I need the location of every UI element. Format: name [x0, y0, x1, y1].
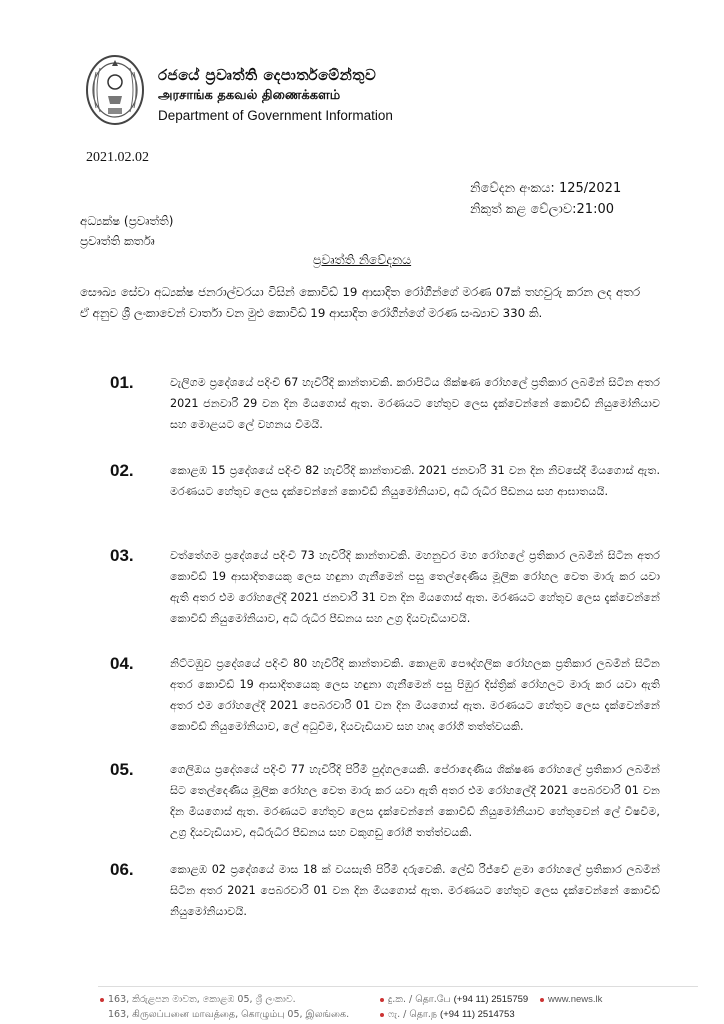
release-date: 2021.02.02 — [86, 150, 149, 165]
bullet-icon — [100, 998, 104, 1002]
item-text: කොළඹ 02 ප්‍රදේශයේ මාස 18 ක් වයසැති පිරිමි දරුවෙකි. ලේඩි රිජ්වේ ළමා රෝහලේ ප්‍රතිකාර ලබමින් සිටින අතර 2021 පෙබරවාරි 01 වන දින මියගොස් ඇත. මරණයට හේතුව ලෙස දැක්වෙන්නේ කොවිඩ් නියුමෝනියාවයි. — [170, 863, 660, 918]
phone-label: දු.ක. / தொ.பே — [388, 994, 451, 1005]
item-text: කොළඹ 15 ප්‍රදේශයේ පදිංචි 82 හැවිරිදි කාන්තාවකි. 2021 ජනවාරි 31 වන දින නිවසේදී මියගොස් ඇත. මරණයට හේතුව ලෙස දැක්වෙන්නේ කොවිඩ් නියුමෝනියාව, අධි රුධිර පීඩනය සහ ආඝාතයයි. — [170, 464, 660, 498]
item-text: වත්තේගම ප්‍රදේශයේ පදිංචි 73 හැවිරිදි කාන්තාවකි. මහනුවර මහ රෝහලේ ප්‍රතිකාර ලබමින් සිටින අතර කොවිඩ් 19 ආසාදිතයෙකු ලෙස හඳුනා ගැනීමෙන් පසු තෙල්දෙණිය මූලික රෝහල වෙත මාරු කර යවා ඇති අතර එම රෝහලේදී 2021 ජනවාරි 31 වන දින මියගොස් ඇත. මරණයට හේතුව ලෙස දැක්වෙන්නේ කොවිඩ් නියුමෝනියාව, අධි රුධිර පීඩනය සහ උග්‍ර දියවැඩියාවයි. — [170, 549, 660, 625]
addressee-editor: ප්‍රවෘත්ති කර්තෘ — [80, 234, 155, 248]
release-number: නිවේදන අංකය: 125/2021 — [470, 181, 622, 196]
phone-number: (+94 11) 2515759 — [453, 994, 529, 1005]
heading-text: ප්‍රවෘත්ති නිවේදනය — [312, 252, 412, 267]
dept-name-sinhala: රජයේ ප්‍රවෘත්ති දෙපාර්තමේන්තුව — [158, 66, 377, 84]
document-heading — [0, 252, 724, 268]
dept-name-english: Department of Government Information — [158, 108, 393, 123]
footer-address-text: 163, කිරුළපන මාවත, කොළඹ 05, ශ්‍රී ලංකාව. — [108, 994, 296, 1005]
phone-icon — [380, 998, 384, 1002]
item-number: 05. — [110, 760, 134, 779]
item-number: 01. — [110, 373, 134, 392]
release-time: නිකුත් කළ වේලාව:21:00 — [470, 202, 614, 217]
item-number: 03. — [110, 546, 134, 565]
intro-paragraph: සෞඛ්‍ය සේවා අධ්‍යක්ෂ ජනරාල්වරයා විසින් කොවිඩ් 19 ආසාදිත රෝගීන්ගේ මරණ 07ක් තහවුරු කරන ලද අතර ඒ අනුව ශ්‍රී ලංකාවෙන් වාර්තා වන මුළු කොවිඩ් 19 ආසාදිත රෝගීන්ගේ මරණ සංඛ්‍යාව 330 කි. — [80, 285, 640, 320]
fax-label: ෆැ. / தொ.ந — [388, 1009, 438, 1020]
web-icon — [540, 998, 544, 1002]
website-link[interactable]: www.news.lk — [548, 994, 603, 1005]
item-number: 06. — [110, 860, 134, 879]
dept-name-tamil: அரசாங்க தகவல் திணைக்களம் — [158, 88, 341, 103]
item-text: ගෙලිඔය ප්‍රදේශයේ පදිංචි 77 හැවිරිදි පිරිමි පුද්ගලයෙකි. පේරාදෙණිය ශික්ෂණ රෝහලේ ප්‍රතිකාර ලබමින් සිට තෙල්දෙණිය මූලික රෝහල වෙත මාරු කර යවා ඇති අතර එම රෝහලේදී 2021 පෙබරවාරි 01 වන දින මියගොස් ඇත. මරණයට හේතුව ලෙස දැක්වෙන්නේ කොවිඩ් නියුමෝනියාව හේතුවෙන් ලේ විෂවීම, උග්‍ර දියවැඩියාව, අධිරුධිර පීඩනය සහ වකුගඩු රෝගී තත්ත්වයකි. — [170, 763, 660, 839]
footer-website[interactable] — [540, 994, 602, 1005]
footer-fax — [380, 1009, 515, 1021]
fax-icon — [380, 1013, 384, 1017]
item-number: 02. — [110, 461, 134, 480]
footer-divider — [98, 986, 698, 987]
item-text: නිට්ටඹුව ප්‍රදේශයේ පදිංචි 80 හැවිරිදි කාන්තාවකි. කොළඹ පෞද්ගලික රෝහලක ප්‍රතිකාර ලබමින් සිටින අතර කොවිඩ් 19 ආසාදිතයෙකු ලෙස හඳුනා ගැනීමෙන් පසු පිඹුර දිස්ත්‍රික් රෝහලට මාරු කර යවා ඇති අතර එම රෝහලේදී 2021 පෙබරවාරි 01 වන දින මියගොස් ඇත. මරණයට හේතුව ලෙස දැක්වෙන්නේ කොවිඩ් නියුමෝනියාව, ලේ අධුවීම, දියවැඩියාව සහ හෘද රෝගී තත්ත්වයකි. — [170, 657, 660, 733]
item-number: 04. — [110, 654, 134, 673]
addressee-director: අධ්‍යක්ෂ (ප්‍රවෘත්ති) — [80, 214, 174, 228]
footer-address-tamil: 163, கிருலப்பனை மாவத்தை, கொழும்பு 05, இலங்கை. — [108, 1009, 350, 1020]
item-text: වැලිගම ප්‍රදේශයේ පදිංචි 67 හැවිරිදි කාන්තාවකි. කරාපිටිය ශික්ෂණ රෝහලේ ප්‍රතිකාර ලබමින් සිටින අතර 2021 ජනවාරි 29 වන දින මියගොස් ඇත. මරණයට හේතුව ලෙස දැක්වෙන්නේ කොවිඩ් නියුමෝනියාව සහ මොළයට ලේ වහනය වීමයි. — [170, 376, 660, 431]
footer-phone — [380, 994, 528, 1006]
government-emblem-icon — [84, 52, 146, 130]
footer-address-sinhala — [100, 994, 296, 1005]
fax-number: (+94 11) 2514753 — [440, 1009, 515, 1020]
